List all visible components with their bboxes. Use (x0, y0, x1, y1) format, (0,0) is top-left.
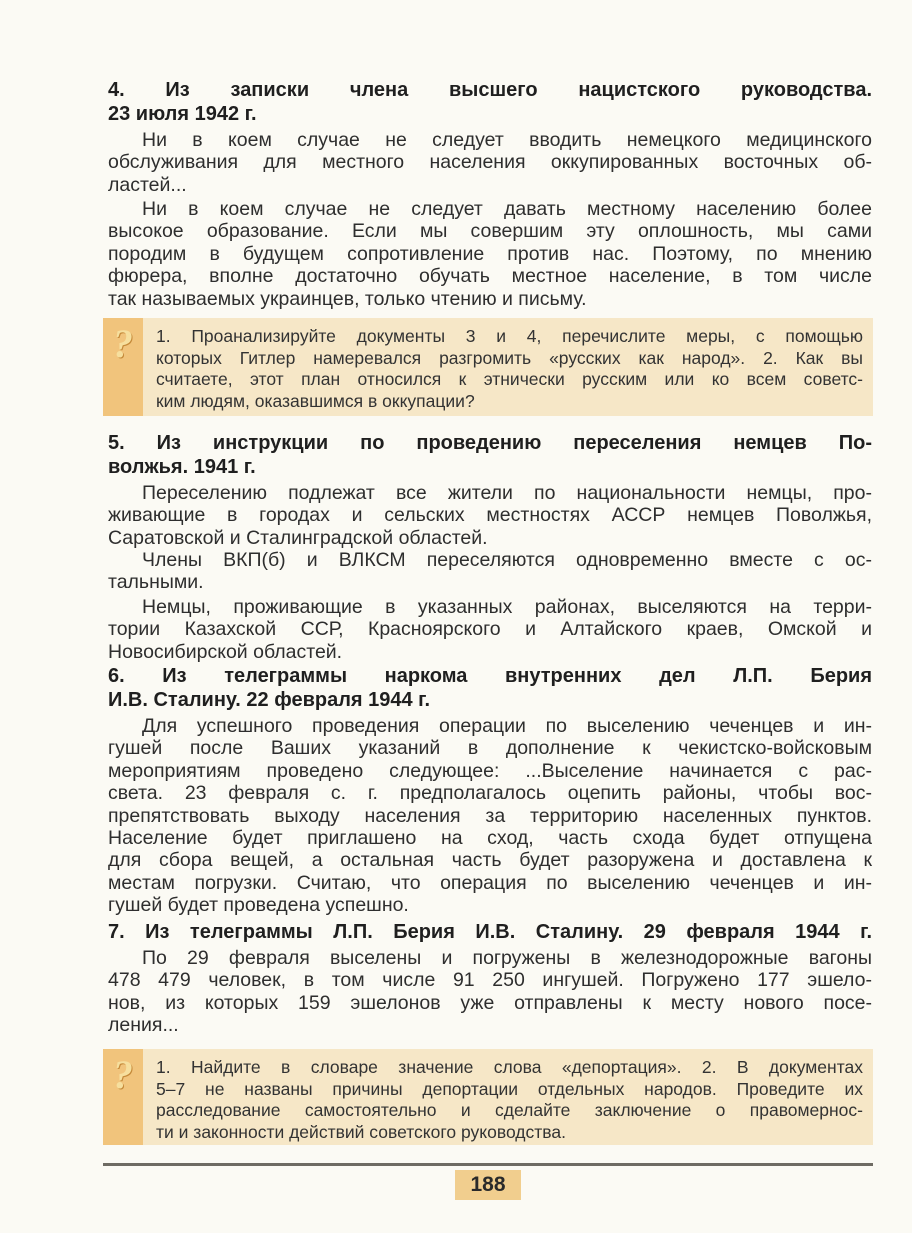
question-1-text: 1. Проанализируйте документы 3 и 4, перечислите меры, с помощью которых Гитлер намеревался разгромить «русских как народ». 2. Как вы считаете, этот план относился к этнически русским или ко всем советс- ким людям, оказавшимся в оккупации? (156, 326, 863, 411)
page-number: 188 (455, 1170, 521, 1200)
question-mark-icon: ? (103, 318, 143, 416)
doc5-heading: 5. Из инструкции по проведению переселения немцев По- волжья. 1941 г. (108, 432, 872, 478)
doc4-heading: 4. Из записки члена высшего нацистского руководства. 23 июля 1942 г. (108, 79, 872, 125)
doc4-paragraph-2: Ни в коем случае не следует давать местному населению более высокое образование. Если мы совершим эту оплошность, мы сами породим в будущем сопротивление против нас. Поэтому, по мнению фюрера, вполне достаточно обучать местное население, в том числе так называемых украинцев, только чтению и письму. (108, 198, 872, 310)
doc7-paragraph-1: По 29 февраля выселены и погружены в железнодорожные вагоны 478 479 человек, в том числе 91 250 ингушей. Погружено 177 эшело- нов, из которых 159 эшелонов уже отправлены к месту нового посе- ления... (108, 947, 872, 1037)
question-box-2 (103, 1049, 873, 1145)
doc4-paragraph-1: Ни в коем случае не следует вводить немецкого медицинского обслуживания для местного населения оккупированных восточных об- ластей... (108, 129, 872, 196)
question-mark-icon: ? (103, 1049, 143, 1145)
doc5-paragraph-2: Члены ВКП(б) и ВЛКСМ переселяются одновременно вместе с ос- тальными. (108, 549, 872, 594)
doc7-heading: 7. Из телеграммы Л.П. Берия И.В. Сталину. 29 февраля 1944 г. (108, 921, 872, 943)
question-box-1 (103, 318, 873, 416)
doc5-paragraph-3: Немцы, проживающие в указанных районах, выселяются на терри- тории Казахской ССР, Красноярского и Алтайского краев, Омской и Новосибирской областей. (108, 596, 872, 663)
doc5-paragraph-1: Переселению подлежат все жители по национальности немцы, про- живающие в городах и сельских местностях АССР немцев Поволжья, Саратовской и Сталинградской областей. (108, 482, 872, 549)
question-2-text: 1. Найдите в словаре значение слова «депортация». 2. В документах 5–7 не названы причины депортации отдельных народов. Проведите их расследование самостоятельно и сделайте заключение о правомернос- ти и законности действий советского руководства. (156, 1057, 863, 1142)
doc6-heading: 6. Из телеграммы наркома внутренних дел Л.П. Берия И.В. Сталину. 22 февраля 1944 г. (108, 665, 872, 711)
footer-rule (103, 1163, 873, 1166)
doc6-paragraph-1: Для успешного проведения операции по выселению чеченцев и ин- гушей после Ваших указаний в дополнение к чекистско-войсковым мероприятиям проведено следующее: ...Выселение начинается с рас- света. 23 февраля с. г. предполагалось оцепить районы, чтобы вос- препятствовать выходу населения за территорию населенных пунктов. Население будет приглашено на сход, часть схода будет отпущена для сбора вещей, а остальная часть будет разоружена и доставлена к местам погрузки. Считаю, что операция по выселению чеченцев и ин- гушей будет проведена успешно. (108, 715, 872, 917)
